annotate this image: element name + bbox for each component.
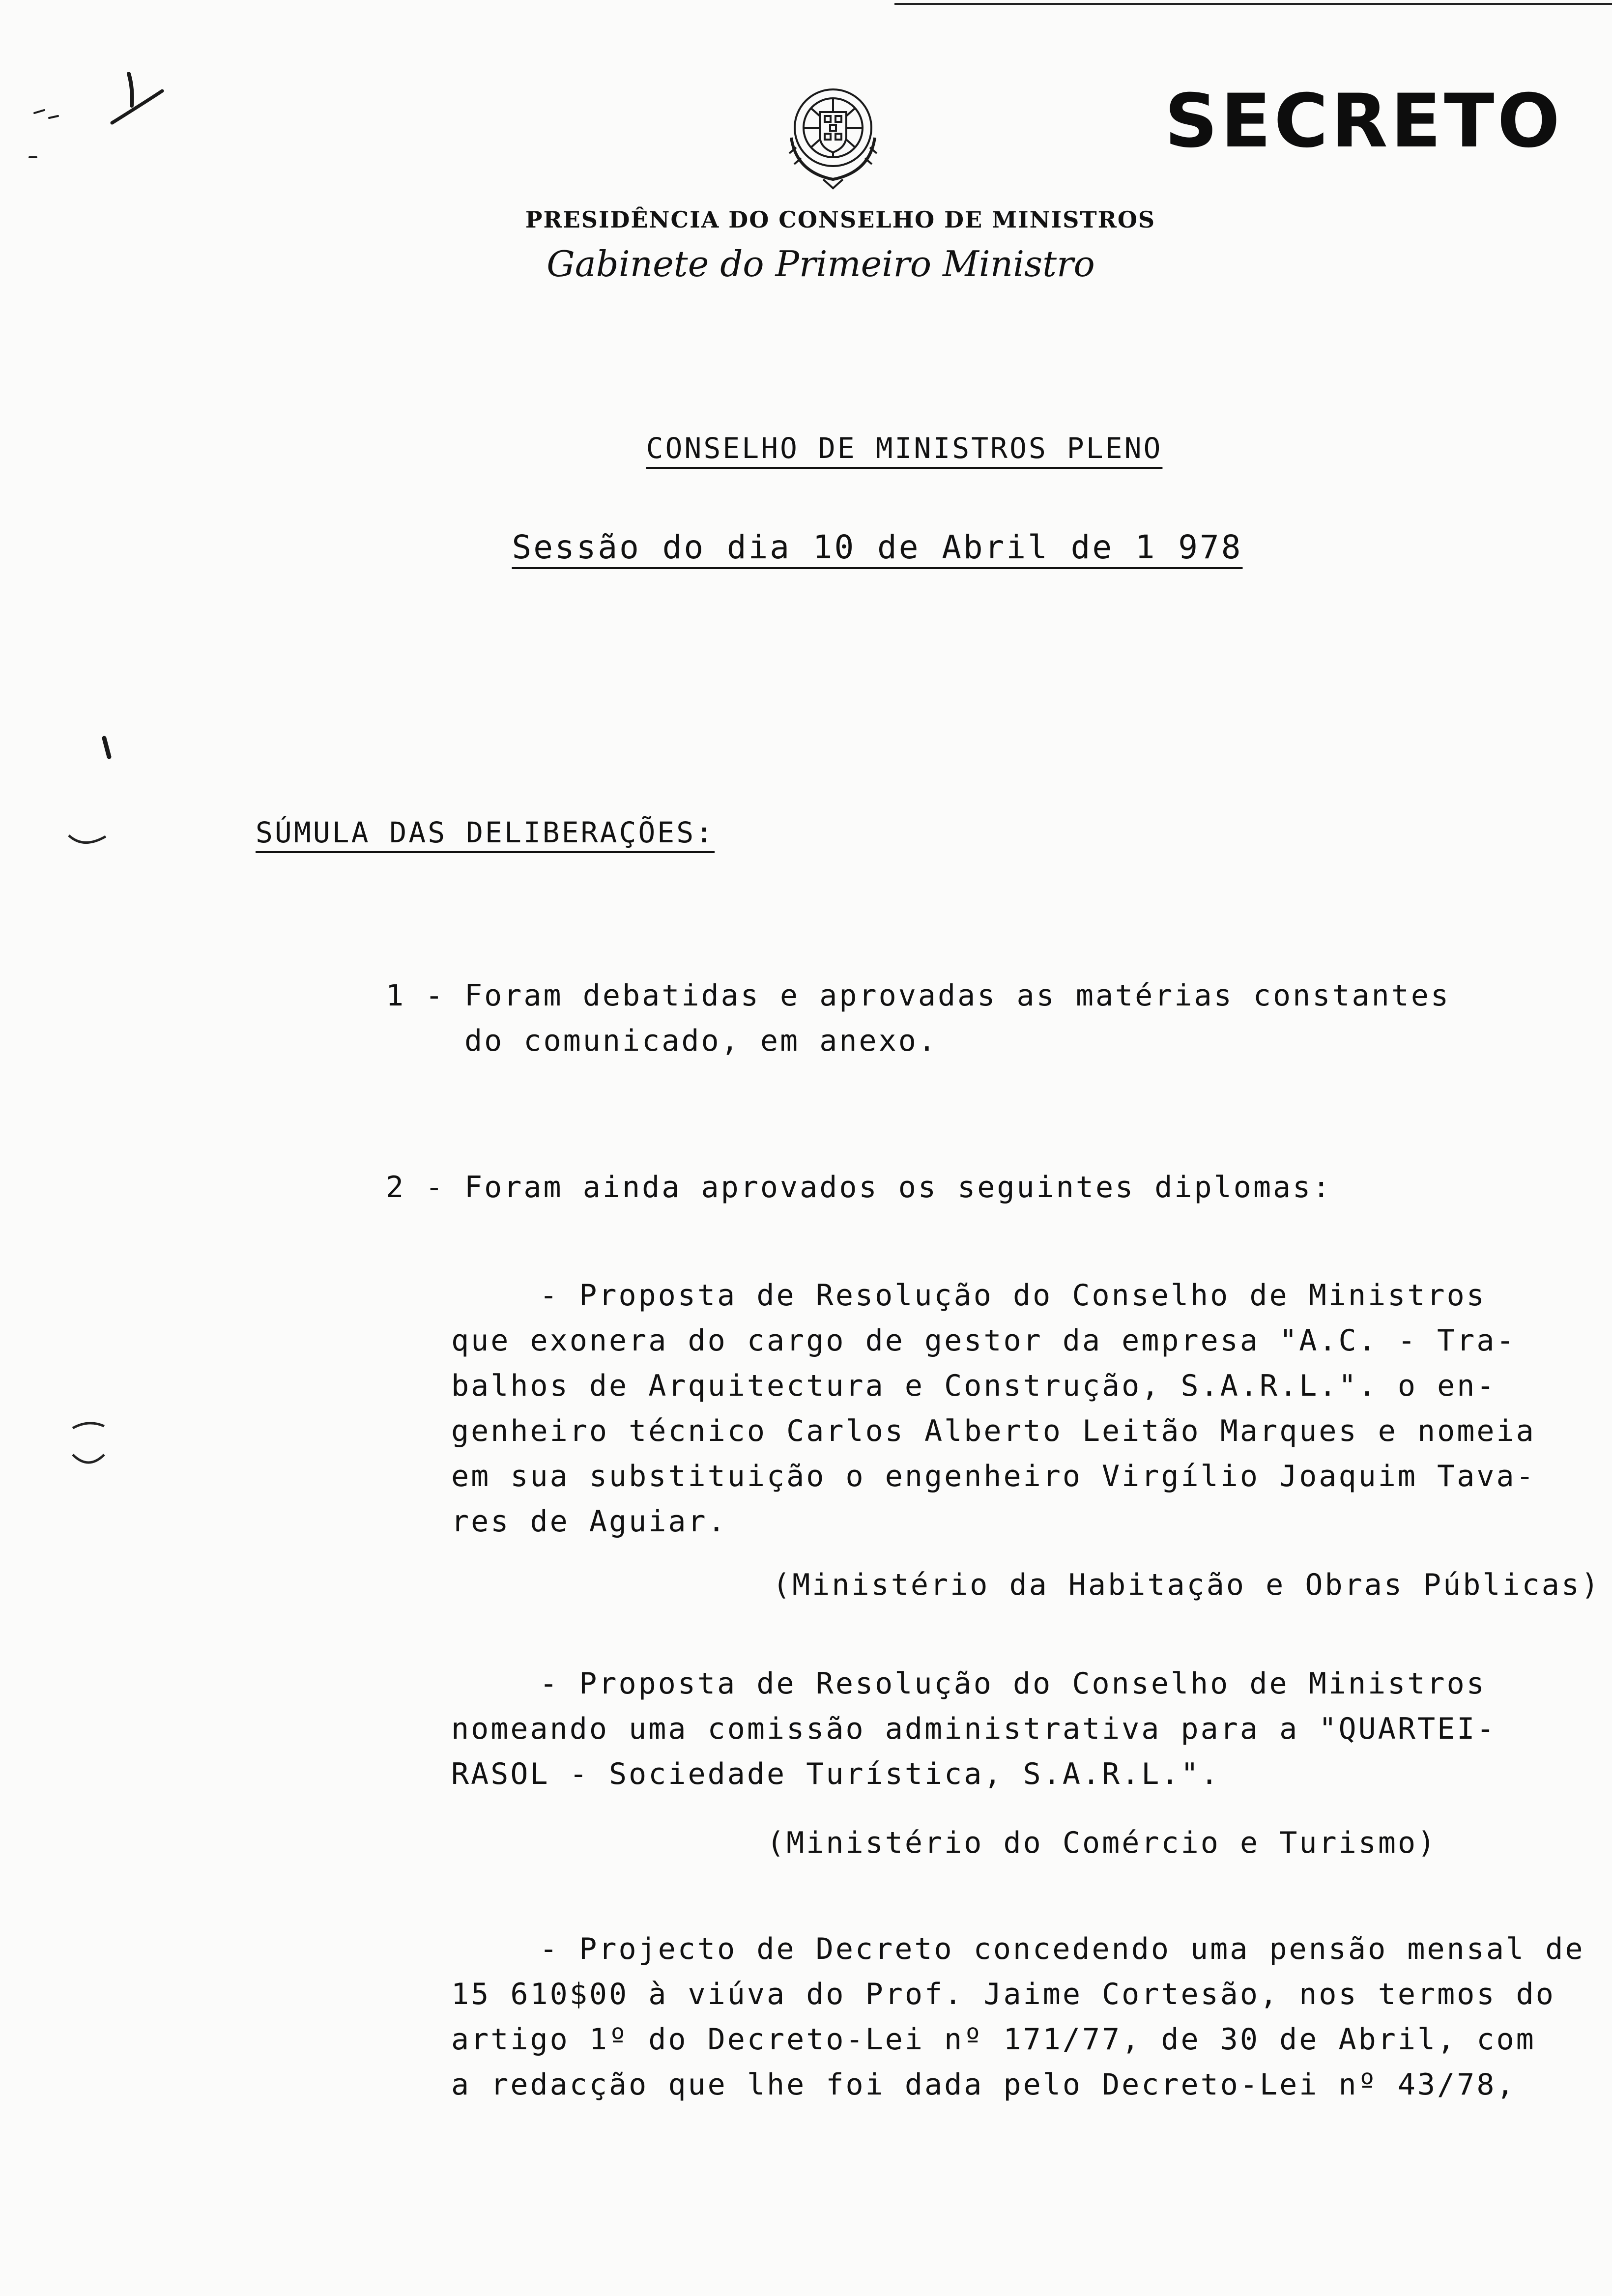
item-number: 2 - bbox=[386, 1170, 445, 1205]
summary-heading: SÚMULA DAS DELIBERAÇÕES: bbox=[256, 816, 715, 849]
paragraph-line: - Proposta de Resolução do Conselho de Ministros bbox=[540, 1666, 1486, 1701]
paragraph-line: artigo 1º do Decreto-Lei nº 171/77, de 30 de Abril, com bbox=[451, 2022, 1536, 2057]
deliberation-item-1 bbox=[386, 973, 1450, 1063]
punch-hole-arc bbox=[73, 1423, 104, 1428]
council-heading bbox=[0, 431, 1612, 465]
item-text-line: Foram ainda aprovados os seguintes diplomas: bbox=[464, 1170, 1332, 1205]
handwritten-page-mark bbox=[29, 74, 162, 157]
paragraph-line: - Proposta de Resolução do Conselho de Ministros bbox=[540, 1278, 1486, 1313]
institution-name: PRESIDÊNCIA DO CONSELHO DE MINISTROS bbox=[525, 206, 1156, 233]
paragraph-line: que exonera do cargo de gestor da empresa "A.C. - Tra- bbox=[451, 1323, 1516, 1358]
deliberation-item-2 bbox=[386, 1165, 1332, 1210]
punch-hole-arc bbox=[73, 1455, 104, 1463]
paragraph-line: res de Aguiar. bbox=[451, 1504, 727, 1539]
paragraph-line: genheiro técnico Carlos Alberto Leitão Marques e nomeia bbox=[451, 1414, 1536, 1448]
cabinet-signature-line: Gabinete do Primeiro Ministro bbox=[547, 243, 1095, 285]
ministry-attribution: (Ministério do Comércio e Turismo) bbox=[767, 1826, 1438, 1860]
margin-tick-mark bbox=[104, 738, 109, 757]
paragraph-line: 15 610$00 à viúva do Prof. Jaime Cortesão, nos termos do bbox=[451, 1977, 1555, 2011]
item-number: 1 - bbox=[386, 978, 445, 1013]
paragraph-line: em sua substituição o engenheiro Virgílio Joaquim Tava- bbox=[451, 1459, 1536, 1493]
ministry-attribution: (Ministério da Habitação e Obras Públicas) bbox=[773, 1568, 1601, 1602]
punch-hole-arc bbox=[69, 835, 106, 843]
paragraph-line: balhos de Arquitectura e Construção, S.A.R.L.". o en- bbox=[451, 1369, 1497, 1403]
session-date-text: Sessão do dia 10 de Abril de 1 978 bbox=[512, 528, 1243, 566]
item-text-line: do comunicado, em anexo. bbox=[464, 1024, 938, 1058]
diploma-paragraph-3 bbox=[451, 1926, 1591, 2107]
diploma-paragraph-2 bbox=[451, 1661, 1591, 1797]
paragraph-line: nomeando uma comissão administrativa para a "QUARTEI- bbox=[451, 1712, 1497, 1746]
portuguese-coat-of-arms-icon bbox=[777, 74, 890, 192]
council-heading-text: CONSELHO DE MINISTROS PLENO bbox=[646, 431, 1163, 465]
item-text-line: Foram debatidas e aprovadas as matérias constantes bbox=[464, 978, 1451, 1013]
classification-stamp: SECRETO bbox=[1164, 79, 1563, 164]
paragraph-line: a redacção que lhe foi dada pelo Decreto-Lei nº 43/78, bbox=[451, 2067, 1516, 2102]
paragraph-line: - Projecto de Decreto concedendo uma pensão mensal de bbox=[540, 1932, 1585, 1966]
top-edge-rule bbox=[894, 3, 1612, 5]
diploma-paragraph-1 bbox=[451, 1273, 1591, 1544]
paragraph-line: RASOL - Sociedade Turística, S.A.R.L.". bbox=[451, 1757, 1220, 1791]
session-date-heading bbox=[0, 528, 1612, 566]
